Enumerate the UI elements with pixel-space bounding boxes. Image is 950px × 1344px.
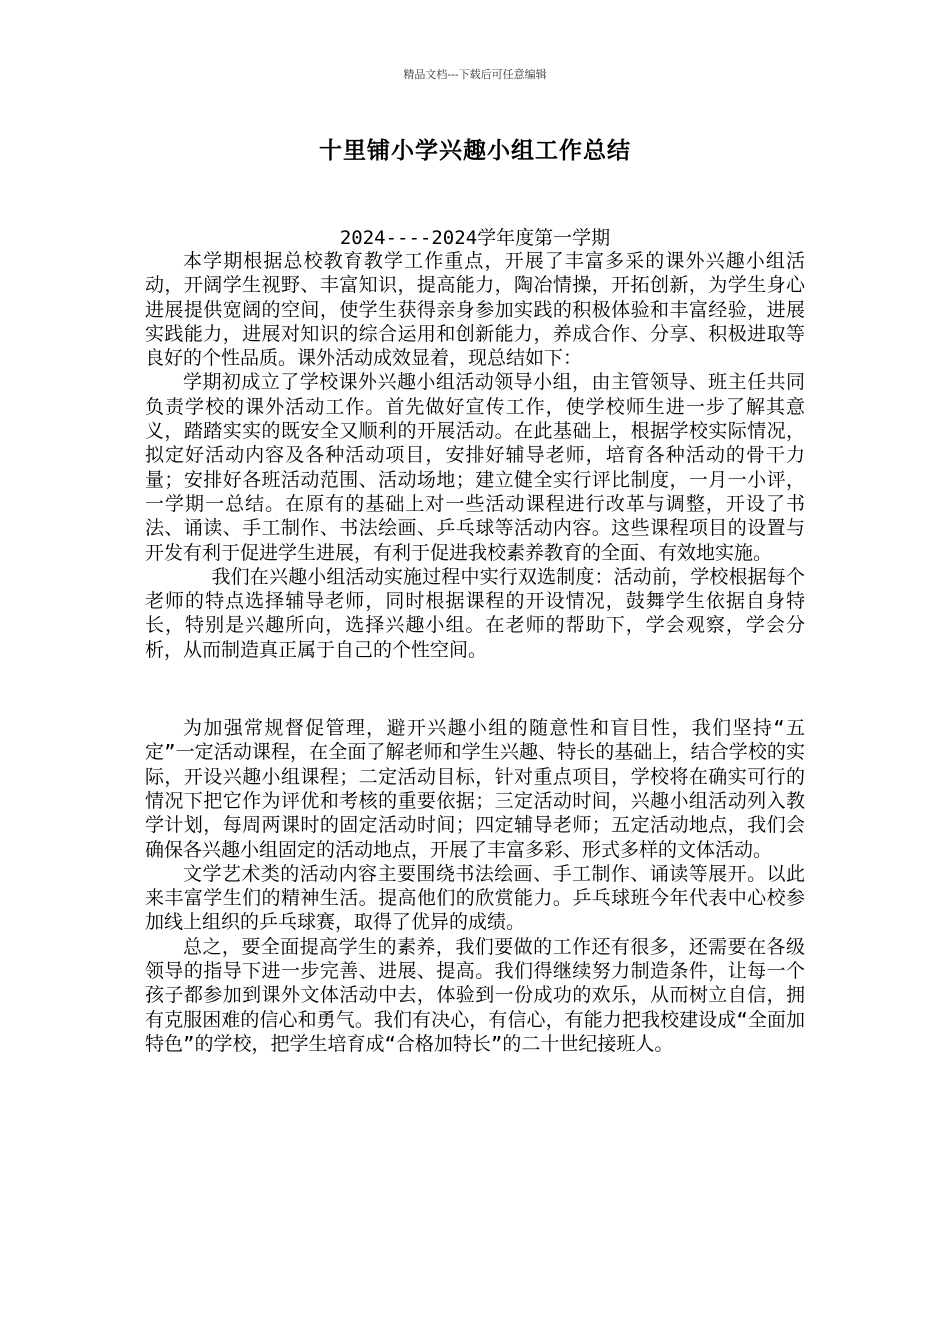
document-subtitle: 2024----2024学年度第一学期 [339,227,611,249]
paragraph-organization: 学期初成立了学校课外兴趣小组活动领导小组，由主管领导、班主任共同负责学校的课外活动工作。首先做好宣传工作，使学校师生进一步了解其意义，踏踏实实的既安全又顺利的开展活动。在此基础上，根据学校实际情况，拟定好活动内容及各种活动项目，安排好辅导老师，培育各种活动的骨干力量；安排好各班活动范围、活动场地；建立健全实行评比制度，一月一小评，一学期一总结。在原有的基础上对一些活动课程进行改革与调整，开设了书法、诵读、手工制作、书法绘画、乒乓球等活动内容。这些课程项目的设置与开发有利于促进学生进展，有利于促进我校素养教育的全面、有效地实施。 [145,371,805,564]
document-body [145,249,805,1056]
document-title: 十里铺小学兴趣小组工作总结 [319,138,631,164]
paragraph-intro: 本学期根据总校教育教学工作重点，开展了丰富多采的课外兴趣小组活动，开阔学生视野、丰富知识，提高能力，陶冶情操，开拓创新，为学生身心进展提供宽阔的空间，使学生获得亲身参加实践的积极体验和丰富经验，进展实践能力，进展对知识的综合运用和创新能力，养成合作、分享、积极进取等良好的个性品质。课外活动成效显着，现总结如下： [145,250,805,370]
paragraph-arts: 文学艺术类的活动内容主要围绕书法绘画、手工制作、诵读等展开。以此来丰富学生们的精神生活。提高他们的欣赏能力。乒乓球班今年代表中心校参加线上组织的乒乓球赛，取得了优异的成绩。 [145,862,805,934]
header-note: 精品文档---下载后可任意编辑 [403,68,547,81]
paragraph-five-fixed: 为加强常规督促管理，避开兴趣小组的随意性和盲目性，我们坚持“五定”一定活动课程，在全面了解老师和学生兴趣、特长的基础上，结合学校的实际，开设兴趣小组课程；二定活动目标，针对重点项目，学校将在确实可行的情况下把它作为评优和考核的重要依据；三定活动时间，兴趣小组活动列入教学计划，每周两课时的固定活动时间；四定辅导老师；五定活动地点，我们会确保各兴趣小组固定的活动地点，开展了丰富多彩、形式多样的文体活动。 [145,717,805,861]
paragraph-conclusion: 总之，要全面提高学生的素养，我们要做的工作还有很多，还需要在各级领导的指导下进一步完善、进展、提高。我们得继续努力制造条件，让每一个孩子都参加到课外文体活动中去，体验到一份成功的欢乐，从而树立自信，拥有克服困难的信心和勇气。我们有决心，有信心，有能力把我校建设成“全面加特色”的学校，把学生培育成“合格加特长”的二十世纪接班人。 [145,935,805,1055]
paragraph-selection: 我们在兴趣小组活动实施过程中实行双选制度：活动前，学校根据每个老师的特点选择辅导老师，同时根据课程的开设情况，鼓舞学生依据自身特长，特别是兴趣所向，选择兴趣小组。在老师的帮助下，学会观察，学会分析，从而制造真正属于自己的个性空间。 [145,565,805,661]
paragraph-gap [145,662,805,716]
